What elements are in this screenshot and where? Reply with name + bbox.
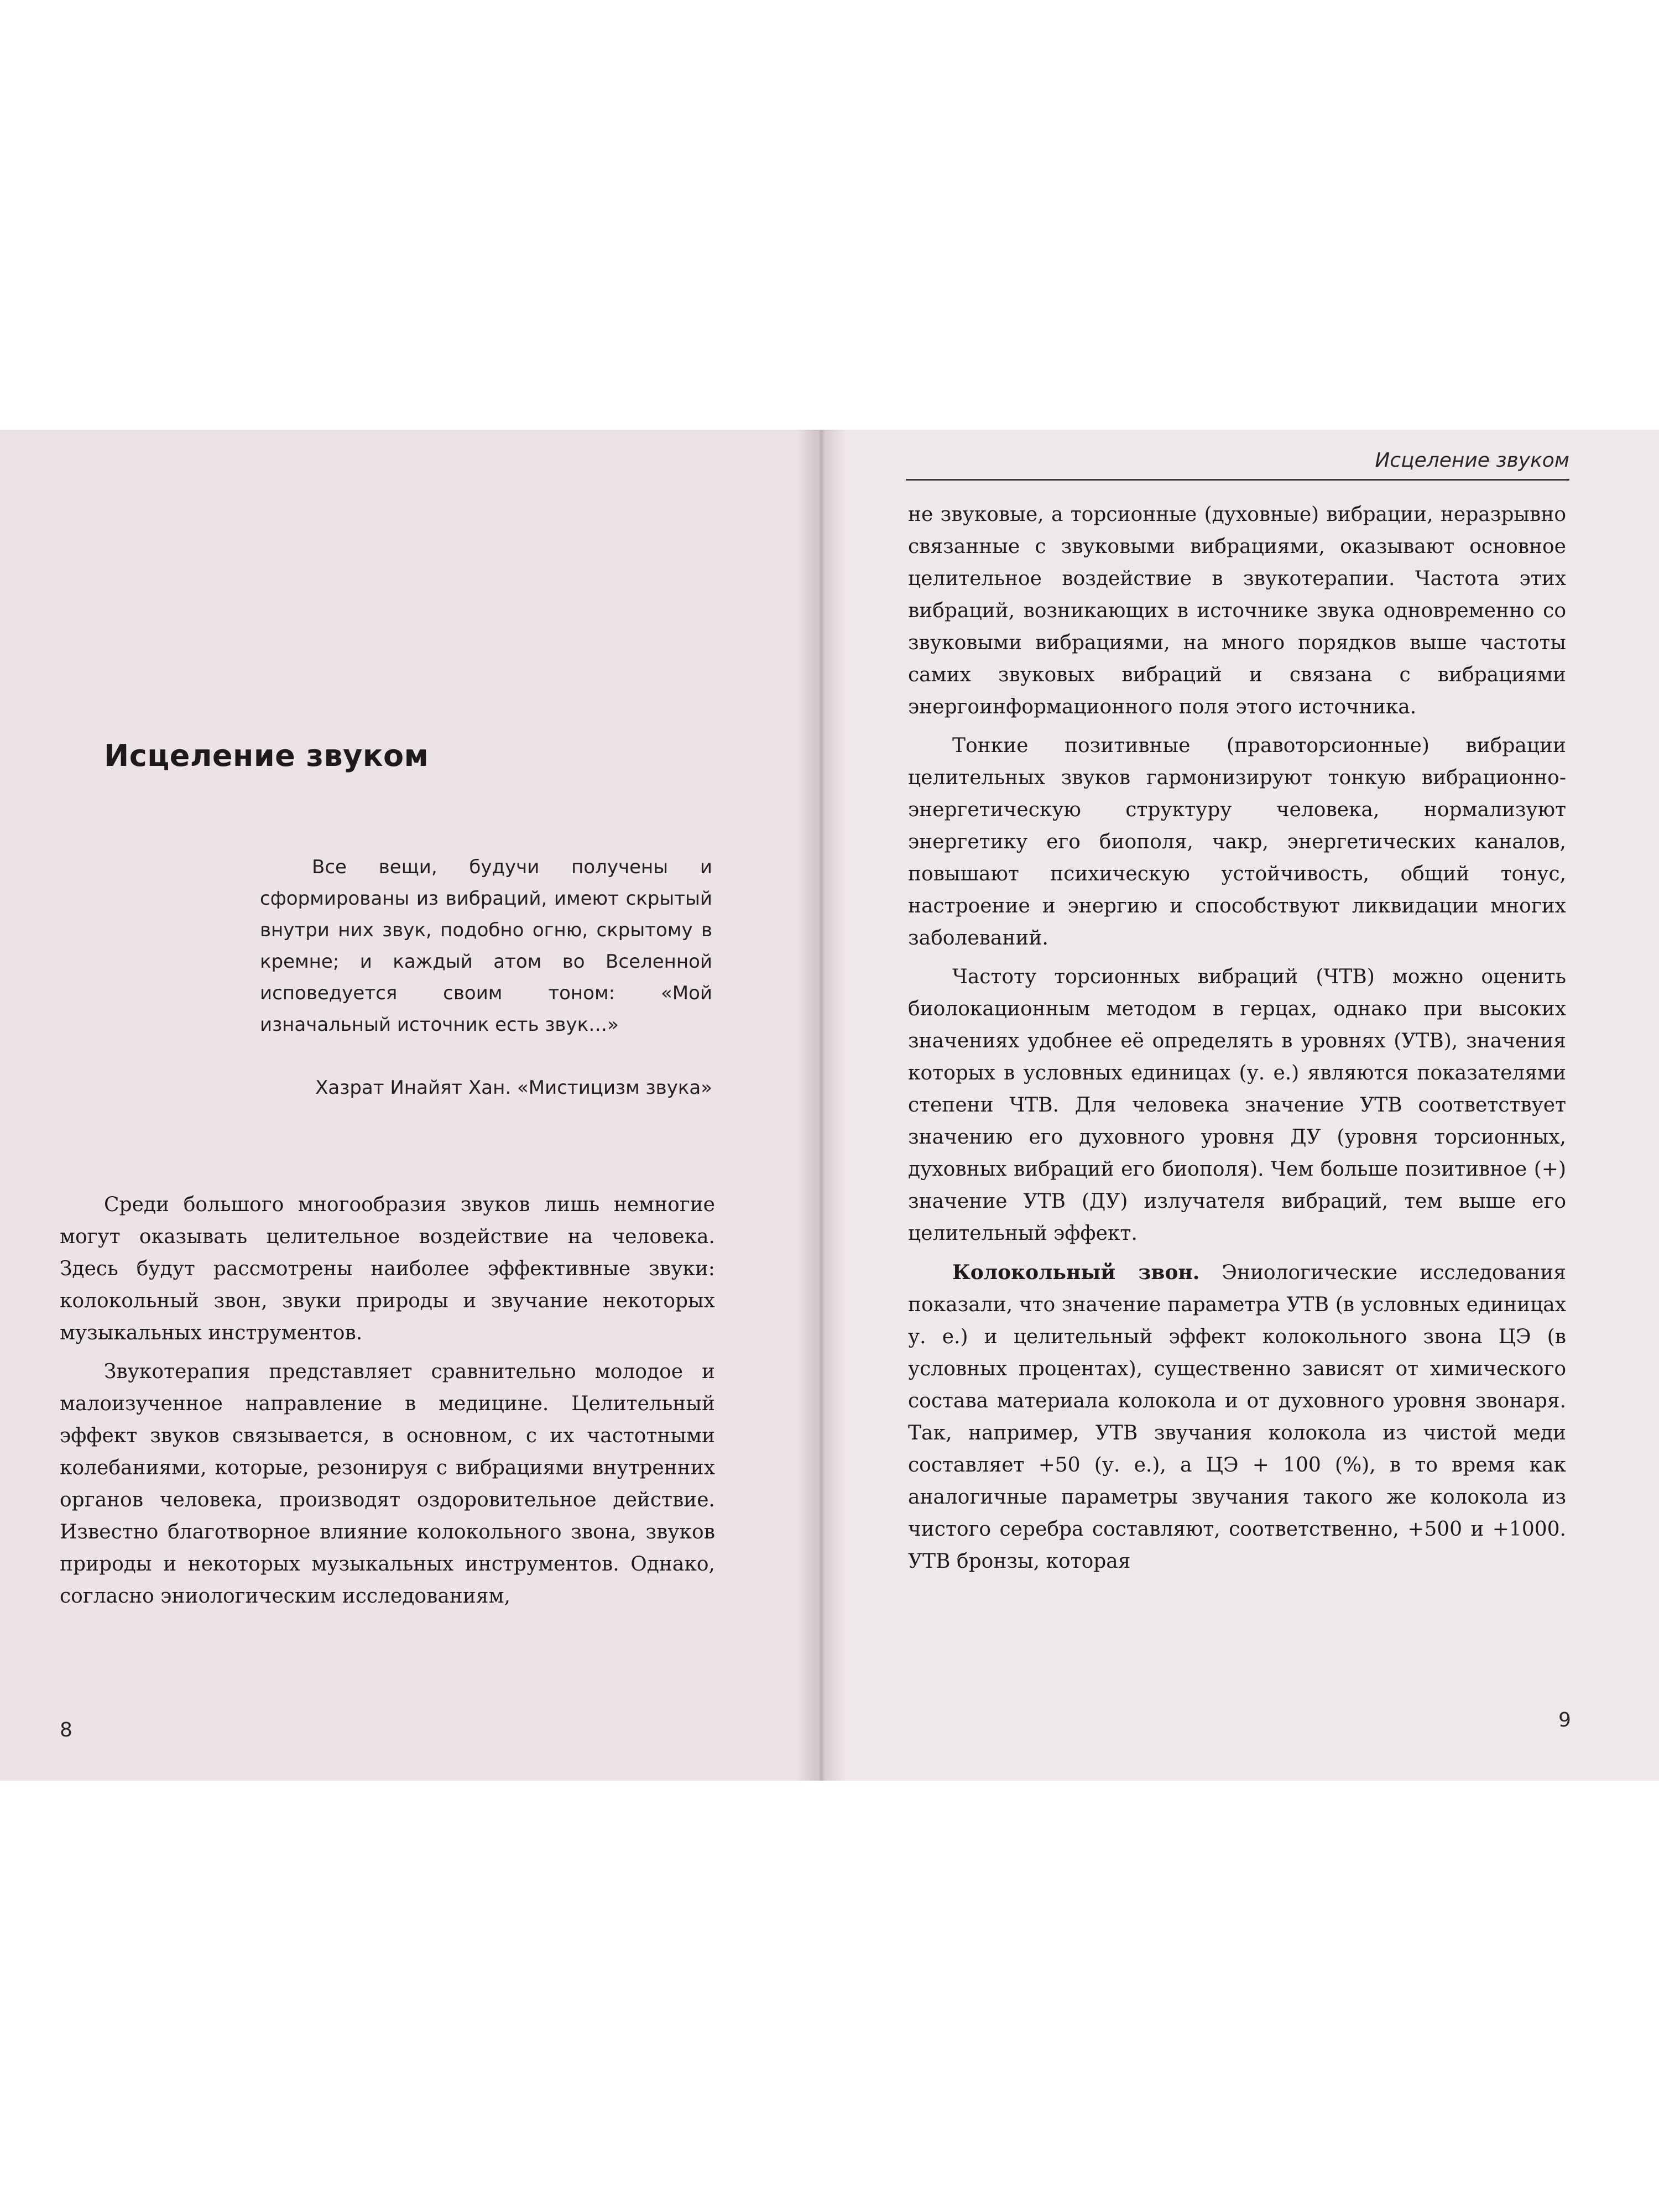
running-head: Исцеление звуком	[1375, 449, 1569, 472]
paragraph: не звуковые, а торсионные (духовные) вибрации, неразрывно связанные с звуковыми вибрациями, оказывают основное целительное воздействие в звукотерапии. Частота этих вибраций, возникающих в источнике звука одновременно со звуковыми вибрациями, на много порядков выше частоты самих звуковых вибраций и связана с вибрациями энергоинформационного поля этого источника.	[908, 503, 1566, 718]
chapter-title: Исцеление звуком	[104, 738, 429, 773]
running-head-rule	[906, 479, 1569, 481]
right-body-text	[908, 499, 1566, 1584]
left-page	[0, 430, 817, 1781]
paragraph: Частоту торсионных вибраций (ЧТВ) можно оценить биолокационным методом в герцах, однако при высоких значениях удобнее её определять в уровнях (УТВ), значения которых в условных единицах (у. е.) являются показателями степени ЧТВ. Для человека значение УТВ соответствует значению его духовного уровня ДУ (уровня торсионных, духовных вибраций его биополя). Чем больше позитивное (+) значение УТВ (ДУ) излучателя вибраций, тем выше его целительный эффект.	[908, 966, 1566, 1245]
paragraph: Тонкие позитивные (правоторсионные) вибрации целительных звуков гармонизируют тонкую вибрационно-энергетическую структуру человека, нормализуют энергетику его биополя, чакр, энергетических каналов, повышают психическую устойчивость, общий тонус, настроение и энергию и способствуют ликвидации многих заболеваний.	[908, 734, 1566, 950]
paragraph-lead: Колокольный звон.	[952, 1261, 1200, 1284]
epigraph-text: Все вещи, будучи получены и сформированы из вибраций, имеют скрытый внутри них звук, подобно огню, скрытому в кремне; и каждый атом во Вселенной исповедуется своим тоном: «Мой изначальный источник есть звук…»	[260, 856, 712, 1036]
paragraph: Звукотерапия представляет сравнительно молодое и малоизученное направление в медицине. Целительный эффект звуков связывается, в основном, с их частотными колебаниями, которые, резонируя с вибрациями внутренних органов человека, производят оздоровительное действие. Известно благотворное влияние колокольного звона, звуков природы и некоторых музыкальных инструментов. Однако, согласно эниологическим исследованиям,	[60, 1360, 715, 1608]
page-number: 9	[1558, 1709, 1571, 1731]
paragraph-bell	[908, 1256, 1566, 1578]
left-body-text	[60, 1189, 715, 1619]
paragraph-rest: Эниологические исследования показали, что значение параметра УТВ (в условных единицах у. е.) и целительный эффект колокольного звона ЦЭ (в условных процентах), существенно зависят от химического состава материала колокола и от духовного уровня звонаря. Так, например, УТВ звучания колокола из чистой меди составляет +50 (у. е.), а ЦЭ + 100 (%), в то время как аналогичные параметры звучания такого же колокола из чистого серебра составляют, соответственно, +500 и +1000. УТВ бронзы, которая	[908, 1261, 1566, 1573]
epigraph	[260, 852, 712, 1041]
epigraph-attribution: Хазрат Инайят Хан. «Мистицизм звука»	[315, 1077, 712, 1099]
book-gutter	[796, 430, 846, 1781]
page-number: 8	[60, 1719, 72, 1741]
paragraph: Среди большого многообразия звуков лишь немногие могут оказывать целительное воздействие на человека. Здесь будут рассмотрены наиболее эффективные звуки: колокольный звон, звуки природы и звучание некоторых музыкальных инструментов.	[60, 1193, 715, 1344]
right-page	[817, 430, 1659, 1781]
